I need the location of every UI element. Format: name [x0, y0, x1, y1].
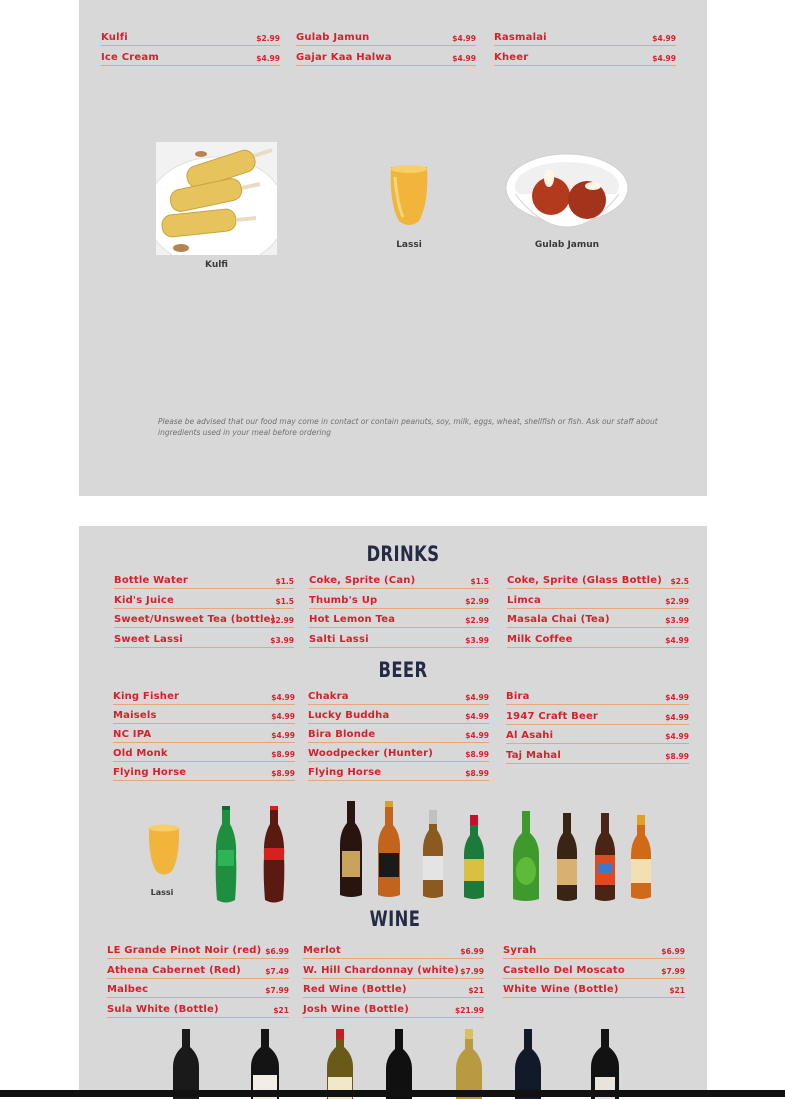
menu-item-name: Athena Cabernet (Red) — [107, 964, 241, 976]
old-monk-bottle-image — [338, 801, 364, 899]
menu-item-price: $8.99 — [665, 751, 689, 761]
menu-item-price: $3.99 — [465, 635, 489, 645]
menu-item-name: Ice Cream — [101, 52, 159, 63]
menu-item-name: White Wine (Bottle) — [503, 984, 619, 995]
menu-item-price: $4.99 — [271, 712, 295, 721]
menu-item-row — [506, 745, 689, 764]
menu-item-name: Kheer — [494, 52, 529, 63]
menu-item-name: Syrah — [503, 945, 537, 956]
wine-bottle-1-image — [171, 1029, 201, 1099]
menu-item-row — [113, 762, 295, 781]
menu-item-name: Chakra — [308, 691, 349, 702]
menu-item-row — [107, 979, 289, 998]
menu-item-row — [506, 725, 689, 744]
menu-item-name: Old Monk — [113, 748, 168, 759]
menu-item-price: $2.99 — [270, 616, 294, 625]
dessert-menu-page — [79, 0, 707, 496]
bottom-bar — [0, 1090, 785, 1097]
wine-bottle-3-image — [325, 1029, 355, 1099]
kingfisher-ultra-bottle-image — [376, 801, 402, 899]
menu-item-name: Red Wine (Bottle) — [303, 984, 407, 995]
menu-item-price: $8.99 — [465, 750, 489, 759]
menu-item-price: $7.49 — [265, 966, 289, 976]
menu-item-price: $1.5 — [275, 596, 294, 606]
menu-item-name: Woodpecker (Hunter) — [308, 748, 434, 759]
menu-item-name: Salti Lassi — [309, 633, 369, 645]
menu-item-name: Al Asahi — [506, 730, 554, 741]
menu-item-name: Coke, Sprite (Can) — [309, 575, 416, 586]
menu-item-name: Maisels — [113, 710, 157, 721]
menu-item-price: $4.99 — [256, 54, 280, 63]
menu-item-name: Gajar Kaa Halwa — [296, 52, 392, 63]
wine-bottle-5-image — [454, 1029, 484, 1099]
menu-item-price: $8.99 — [271, 769, 295, 778]
menu-item-price: $4.99 — [271, 731, 295, 740]
menu-item-price: $21 — [669, 986, 685, 995]
kulfi-caption: Kulfi — [205, 260, 228, 270]
menu-item-name: Sula White (Bottle) — [107, 1003, 219, 1015]
lassi-image — [387, 163, 431, 229]
menu-item-price: $2.5 — [670, 577, 689, 586]
menu-item-name: Josh Wine (Bottle) — [303, 1003, 409, 1015]
menu-item-row — [114, 570, 294, 589]
menu-item-row — [506, 706, 689, 725]
menu-item-name: Flying Horse — [113, 767, 187, 778]
menu-item-row — [113, 724, 295, 743]
menu-item-name: Taj Mahal — [506, 749, 561, 761]
menu-item-row — [309, 590, 489, 609]
menu-item-price: $2.99 — [665, 596, 689, 606]
menu-item-name: Bottle Water — [114, 575, 189, 586]
menu-item-name: Rasmalai — [494, 32, 547, 43]
menu-item-row — [503, 979, 685, 998]
menu-item-name: Sweet/Unsweet Tea (bottle) — [114, 614, 276, 625]
menu-item-row — [303, 999, 484, 1018]
menu-item-row — [113, 705, 295, 724]
wine-bottle-2-image — [249, 1029, 281, 1099]
menu-item-row — [113, 686, 295, 705]
menu-item-price: $4.99 — [271, 693, 295, 702]
wine-bottle-6-image — [513, 1029, 543, 1099]
menu-item-name: Gulab Jamun — [296, 32, 370, 43]
menu-item-name: Thumb's Up — [309, 594, 378, 606]
menu-item-row — [101, 47, 280, 66]
kingfisher-bottle-image — [463, 815, 485, 901]
lassi-drink-caption: Lassi — [150, 888, 174, 897]
menu-item-row — [494, 47, 676, 66]
menu-item-price: $6.99 — [265, 947, 289, 956]
menu-item-price: $6.99 — [460, 947, 484, 956]
menu-item-name: Bira — [506, 691, 530, 702]
menu-item-row — [494, 27, 676, 46]
menu-item-row — [107, 960, 289, 979]
menu-item-row — [308, 743, 489, 762]
craft-beer-bottle-image — [593, 813, 617, 903]
menu-item-row — [506, 686, 689, 705]
menu-item-name: Bira Blonde — [308, 729, 376, 740]
menu-item-name: Masala Chai (Tea) — [507, 614, 610, 625]
menu-item-row — [296, 27, 476, 46]
menu-item-row — [114, 629, 294, 648]
lassi-glass-image — [146, 823, 182, 879]
menu-item-price: $4.99 — [652, 34, 676, 43]
menu-item-name: 1947 Craft Beer — [506, 710, 599, 722]
menu-item-row — [309, 570, 489, 589]
menu-item-row — [503, 940, 685, 959]
menu-item-row — [107, 940, 289, 959]
wine-bottle-4-image — [384, 1029, 414, 1099]
menu-item-row — [503, 960, 685, 979]
drinks-heading: DRINKS — [366, 542, 440, 566]
menu-item-name: Hot Lemon Tea — [309, 614, 396, 625]
menu-item-row — [309, 609, 489, 628]
beer-heading: BEER — [378, 658, 428, 682]
wine-bottle-7-image — [589, 1029, 621, 1099]
menu-item-name: Flying Horse — [308, 767, 382, 778]
menu-item-name: W. Hill Chardonnay (white) — [303, 964, 460, 976]
menu-item-row — [303, 940, 484, 959]
menu-item-price: $4.99 — [465, 731, 489, 740]
dark-beer-bottle-image — [555, 813, 579, 903]
coca-cola-bottle-image — [261, 806, 287, 904]
menu-item-name: Kid's Juice — [114, 594, 175, 606]
menu-item-name: Milk Coffee — [507, 633, 573, 645]
menu-item-price: $4.99 — [665, 712, 689, 722]
kulfi-image — [156, 142, 277, 255]
menu-item-price: $1.5 — [275, 577, 294, 586]
menu-item-price: $21.99 — [455, 1005, 484, 1015]
menu-item-row — [114, 609, 294, 628]
menu-item-name: Castello Del Moscato — [503, 964, 625, 976]
menu-item-row — [101, 27, 280, 46]
menu-item-price: $7.99 — [460, 966, 484, 976]
gulab-jamun-caption: Gulab Jamun — [534, 240, 600, 250]
menu-item-row — [308, 705, 489, 724]
menu-item-price: $2.99 — [465, 596, 489, 606]
menu-item-row — [308, 762, 489, 781]
menu-item-name: Merlot — [303, 945, 341, 956]
menu-item-price: $4.99 — [465, 712, 489, 721]
menu-item-row — [507, 590, 689, 609]
menu-item-price: $2.99 — [465, 616, 489, 625]
menu-item-price: $3.99 — [270, 635, 294, 645]
menu-item-row — [507, 629, 689, 648]
menu-item-price: $21 — [468, 986, 484, 995]
menu-item-price: $4.99 — [665, 635, 689, 645]
menu-item-price: $7.99 — [661, 966, 685, 976]
menu-item-price: $4.99 — [452, 34, 476, 43]
menu-item-name: Limca — [507, 594, 541, 606]
menu-item-price: $6.99 — [661, 947, 685, 956]
menu-item-price: $8.99 — [465, 769, 489, 778]
menu-item-price: $4.99 — [665, 693, 689, 702]
menu-item-row — [507, 570, 689, 589]
menu-item-name: Kulfi — [101, 32, 128, 43]
menu-item-name: Sweet Lassi — [114, 633, 183, 645]
lassi-caption: Lassi — [396, 240, 422, 250]
menu-item-row — [309, 629, 489, 648]
menu-item-name: King Fisher — [113, 691, 180, 702]
menu-item-price: $2.99 — [256, 34, 280, 43]
menu-item-name: Lucky Buddha — [308, 710, 390, 721]
menu-item-row — [308, 724, 489, 743]
menu-item-row — [303, 960, 484, 979]
menu-item-price: $4.99 — [452, 54, 476, 63]
menu-item-price: $4.99 — [665, 732, 689, 741]
menu-item-price: $7.99 — [265, 986, 289, 995]
menu-item-price: $21 — [273, 1005, 289, 1015]
green-beer-bottle-image — [511, 811, 541, 903]
menu-item-row — [507, 609, 689, 628]
menu-item-row — [107, 999, 289, 1018]
wine-heading: WINE — [369, 907, 421, 931]
asahi-bottle-image — [421, 810, 445, 900]
menu-item-price: $1.5 — [470, 577, 489, 586]
menu-item-price: $3.99 — [665, 616, 689, 625]
menu-item-row — [113, 743, 295, 762]
allergen-disclaimer: Please be advised that our food may come in contact or contain peanuts, soy, milk, eggs, wheat, shellfish or fish. Ask our staff about ingredients used in your meal before ordering — [158, 417, 658, 437]
gulab-jamun-image — [505, 150, 629, 236]
menu-item-name: NC IPA — [113, 729, 152, 740]
bira-bottle-image — [630, 815, 652, 901]
menu-item-price: $4.99 — [652, 54, 676, 63]
menu-item-price: $4.99 — [465, 693, 489, 702]
menu-item-name: LE Grande Pinot Noir (red) — [107, 945, 262, 956]
menu-item-name: Coke, Sprite (Glass Bottle) — [507, 575, 662, 586]
menu-item-price: $8.99 — [271, 750, 295, 759]
menu-item-row — [296, 47, 476, 66]
drinks-menu-page — [79, 526, 707, 1097]
menu-item-row — [308, 686, 489, 705]
menu-item-name: Malbec — [107, 984, 149, 995]
sprite-bottle-image — [213, 806, 239, 904]
menu-item-row — [114, 590, 294, 609]
menu-item-row — [303, 979, 484, 998]
